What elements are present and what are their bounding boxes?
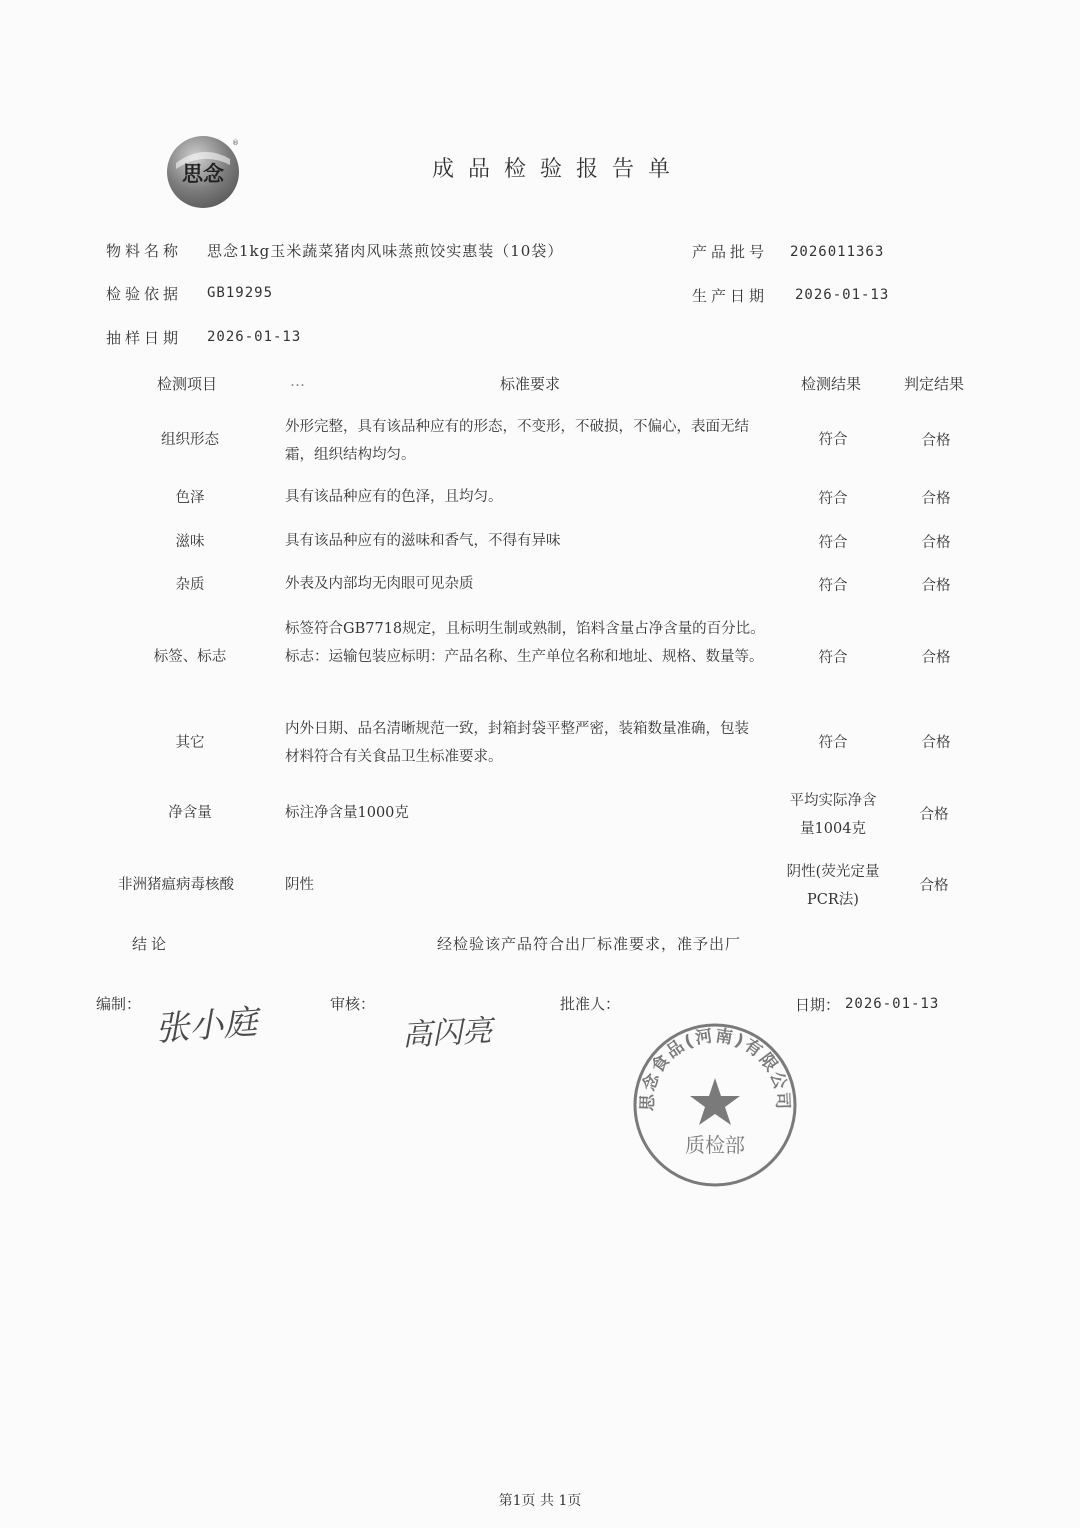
compiled-label: 编制： (96, 995, 142, 1013)
header-standard: 标准要求 (500, 375, 561, 393)
review-signature: 高闪亮 (401, 1013, 494, 1054)
table-row-item: 标签、标志 (153, 649, 227, 665)
table-row-judgement: 合格 (921, 535, 951, 551)
date-value: 2026-01-13 (845, 996, 940, 1012)
table-row-result: 符合 (818, 650, 848, 666)
table-row-judgement: 合格 (921, 491, 951, 507)
table-row-judgement: 合格 (921, 433, 951, 449)
table-row-judgement: 合格 (919, 878, 949, 894)
table-row-standard: 具有该品种应有的色泽，且均匀。 (285, 489, 503, 505)
stamp-center-text: 质检部 (685, 1133, 745, 1157)
material-value: 思念1kg玉米蔬菜猪肉风味蒸煎饺实惠装（10袋） (207, 242, 564, 260)
table-row-result: 符合 (818, 535, 848, 551)
table-row-item: 杂质 (175, 577, 205, 593)
sampling-date-value: 2026-01-13 (207, 329, 302, 345)
table-row-item: 非洲猪瘟病毒核酸 (118, 877, 234, 893)
header-dots: … (290, 372, 305, 390)
batch-label: 产品批号 (692, 243, 769, 261)
stamp-star-icon (690, 1078, 740, 1125)
review-label: 审核： (330, 995, 376, 1013)
table-row-standard: 阴性 (285, 877, 314, 893)
table-row-standard: 具有该品种应有的滋味和香气，不得有异味 (285, 533, 561, 549)
page-title: 成品检验报告单 (432, 157, 685, 182)
table-row-standard: 内外日期、品名清晰规范一致，封箱封袋平整严密，装箱数量准确，包装材料符合有关食品卫生标准要求。 (285, 721, 749, 765)
table-row-standard: 外形完整，具有该品种应有的形态，不变形，不破损，不偏心，表面无结霜，组织结构均匀。 (285, 419, 749, 463)
conclusion-label: 结论 (132, 935, 171, 953)
stamp-ring-text: 思念食品(河南)有限公司 (637, 1026, 793, 1112)
company-stamp (630, 1020, 800, 1190)
approve-label: 批准人： (560, 995, 621, 1013)
brand-logo (166, 135, 240, 209)
compiled-signature: 张小庭 (153, 1002, 259, 1050)
table-row-result: 符合 (818, 432, 848, 448)
date-label: 日期： (795, 996, 841, 1014)
table-row-judgement: 合格 (919, 807, 949, 823)
table-row-result: 符合 (818, 491, 848, 507)
table-row-standard: 标注净含量1000克 (285, 805, 409, 821)
table-row-item: 组织形态 (161, 432, 219, 448)
table-row-item: 净含量 (168, 805, 212, 821)
table-row-result: 符合 (818, 578, 848, 594)
page-number: 第1页 共 1页 (498, 1493, 582, 1509)
batch-value: 2026011363 (790, 244, 885, 260)
material-label: 物料名称 (106, 242, 183, 260)
table-row-judgement: 合格 (921, 578, 951, 594)
table-row-result: 阴性(荧光定量PCR法) (786, 864, 880, 908)
conclusion-text: 经检验该产品符合出厂标准要求，准予出厂 (437, 935, 742, 953)
logo-text: 思念 (182, 162, 224, 186)
svg-text:®: ® (232, 139, 239, 147)
header-item: 检测项目 (157, 375, 218, 393)
table-row-item: 其它 (175, 735, 205, 751)
table-row-judgement: 合格 (921, 650, 951, 666)
production-date-label: 生产日期 (692, 287, 769, 305)
table-row-judgement: 合格 (921, 735, 951, 751)
sampling-date-label: 抽样日期 (106, 329, 183, 347)
table-row-result: 平均实际净含量1004克 (789, 793, 877, 837)
production-date-value: 2026-01-13 (795, 287, 890, 303)
basis-value: GB19295 (207, 285, 274, 301)
header-judgement: 判定结果 (904, 375, 965, 393)
table-row-standard: 标签符合GB7718规定，且标明生制或熟制，馅料含量占净含量的百分比。标志：运输包装应标明：产品名称、生产单位名称和地址、规格、数量等。 (285, 621, 765, 665)
basis-label: 检验依据 (106, 285, 183, 303)
header-result: 检测结果 (801, 375, 862, 393)
table-row-result: 符合 (818, 735, 848, 751)
table-row-item: 色泽 (175, 490, 205, 506)
table-row-item: 滋味 (175, 534, 205, 550)
table-row-standard: 外表及内部均无肉眼可见杂质 (285, 576, 474, 592)
